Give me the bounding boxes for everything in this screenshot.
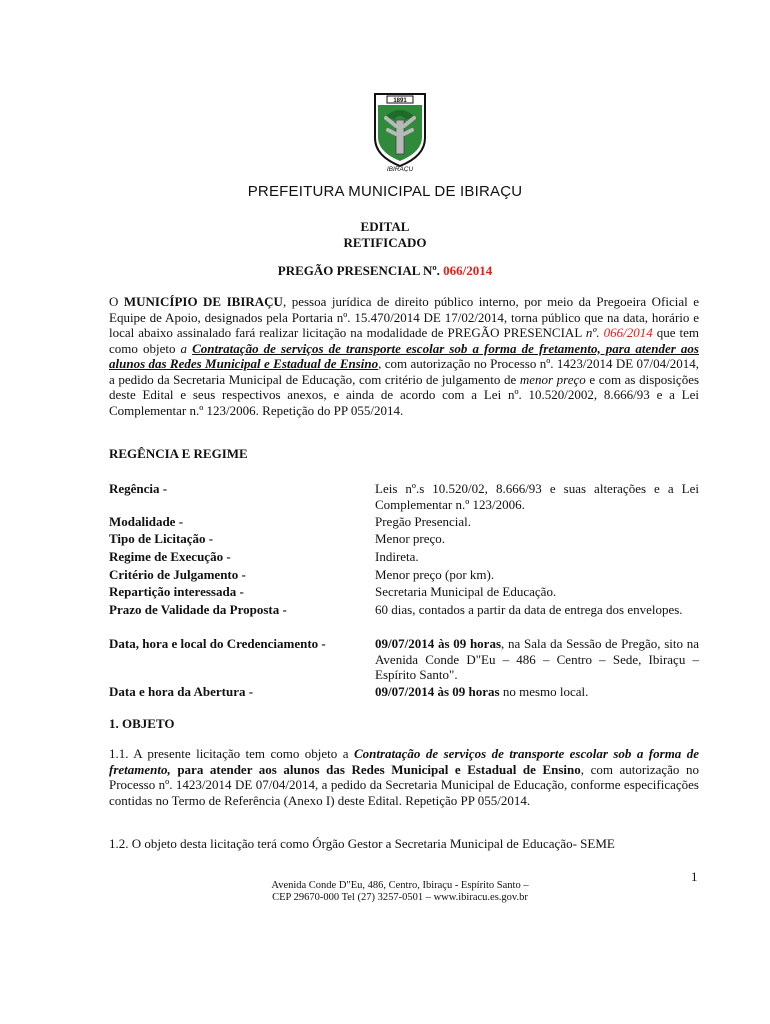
credenciamento-location: , na Sala da Sessão de Pregão, sito na Avenida Conde D"Eu – 486 – Centro – Sede, Ibiraçu – Espírito Santo". [375, 636, 700, 682]
intro-text: nº. [585, 325, 600, 340]
regencia-row-label: Regime de Execução - [109, 549, 231, 564]
credenciamento-datetime: 09/07/2014 às 09 horas [375, 636, 502, 651]
abertura-location: no mesmo local. [499, 684, 589, 699]
regencia-row-label: Regência - [109, 481, 168, 496]
regencia-row-value: Pregão Presencial. [375, 514, 472, 529]
regencia-row-label: Prazo de Validade da Proposta - [109, 602, 287, 617]
retificado-label: RETIFICADO [343, 235, 427, 250]
regencia-row-value: Menor preço (por km). [375, 567, 495, 582]
regencia-row-label: Tipo de Licitação - [109, 531, 214, 546]
footer-contact: CEP 29670-000 Tel (27) 3257-0501 – www.ibiracu.es.gov.br [272, 892, 528, 903]
page-number: 1 [691, 869, 698, 884]
regencia-row-label: Repartição interessada - [109, 584, 244, 599]
intro-paragraph [109, 294, 699, 418]
regencia-row-label: Data e hora da Abertura - [109, 684, 254, 699]
pregao-prefix: PREGÃO PRESENCIAL Nº. [277, 263, 440, 278]
regencia-row-value: Secretaria Municipal de Educação. [375, 584, 557, 599]
intro-menor-preco: menor preço [519, 371, 586, 387]
municipal-crest-logo [372, 90, 428, 172]
footer-address: Avenida Conde D"Eu, 486, Centro, Ibiraçu - Espírito Santo – [271, 880, 529, 891]
municipio-name: MUNICÍPIO DE IBIRAÇU [123, 294, 283, 309]
intro-text: e com as disposições deste Edital e seus respectivos anexos, e ainda de acordo com a Lei nº. 10.520/2002, 8.666/93 e a Lei Complementar n.º 123/2006. Repetição do PP 055/2014. [109, 371, 700, 418]
intro-text: que tem como objeto [109, 325, 700, 356]
abertura-datetime: 09/07/2014 às 09 horas [375, 684, 500, 699]
crest-year: 1891 [393, 97, 407, 104]
objeto-text: 1.1. A presente licitação tem como objeto a [109, 746, 349, 761]
regencia-row-value: Leis nº.s 10.520/02, 8.666/93 e suas alterações e a Lei Complementar n.º 123/2006. [375, 481, 699, 512]
pregao-heading [0, 263, 770, 279]
intro-text: a [180, 340, 188, 356]
regencia-row-value [375, 636, 699, 683]
regencia-row-value: Menor preço. [375, 531, 446, 546]
regencia-heading: REGÊNCIA E REGIME [109, 446, 248, 461]
objeto-bold: para atender aos alunos das Redes Municipal e Estadual de Ensino [177, 761, 581, 777]
objeto-paragraph-1-1 [109, 746, 699, 808]
regencia-row-value [375, 684, 699, 700]
intro-text: , com autorização no Processo nº. 1423/2014 DE 07/04/2014, a pedido da Secretaria Municipal de Educação, com critério de julgamento de [109, 356, 699, 387]
regencia-row-label: Critério de Julgamento - [109, 567, 246, 582]
intro-text: O [109, 294, 119, 309]
page-title: PREFEITURA MUNICIPAL DE IBIRAÇU [247, 183, 523, 200]
intro-text: , pessoa jurídica de direito público interno, por meio da Pregoeira Oficial e Equipe de Apoio, designados pela Portaria nº. 15.470/2014 DE 17/02/2014, torna público que na data, horário e local abaixo assinalado fará realizar licitação na modalidade de PREGÃO PRESENCIAL [109, 294, 700, 340]
edital-label: EDITAL [360, 219, 410, 234]
objeto-paragraph-1-2: 1.2. O objeto desta licitação terá como Órgão Gestor a Secretaria Municipal de Educação- SEME [109, 836, 615, 851]
pregao-number: 066/2014 [443, 263, 493, 278]
regencia-row-value: Indireta. [375, 549, 419, 564]
regencia-row-value: 60 dias, contados a partir da data de entrega dos envelopes. [375, 602, 683, 617]
intro-objeto: Contratação de serviços de transporte escolar sob a forma de fretamento, para atender aos alunos das Redes Municipal e Estadual de Ensino [109, 340, 699, 371]
objeto-heading: 1. OBJETO [109, 716, 175, 731]
objeto-text: , com autorização no Processo nº. 1423/2014 DE 07/04/2014, a pedido da Secretaria Municipal de Educação, conforme especificações contidas no Termo de Referência (Anexo I) deste Edital. Repetição PP 055/2014. [109, 761, 699, 808]
regencia-row-label: Modalidade - [109, 514, 184, 529]
regencia-row-label: Data, hora e local do Credenciamento - [109, 636, 326, 651]
intro-pregao-number: 066/2014 [603, 325, 653, 340]
objeto-italic: Contratação de serviços de transporte escolar sob a forma de fretamento, [109, 746, 700, 777]
crest-name: IBIRAÇU [386, 166, 414, 172]
